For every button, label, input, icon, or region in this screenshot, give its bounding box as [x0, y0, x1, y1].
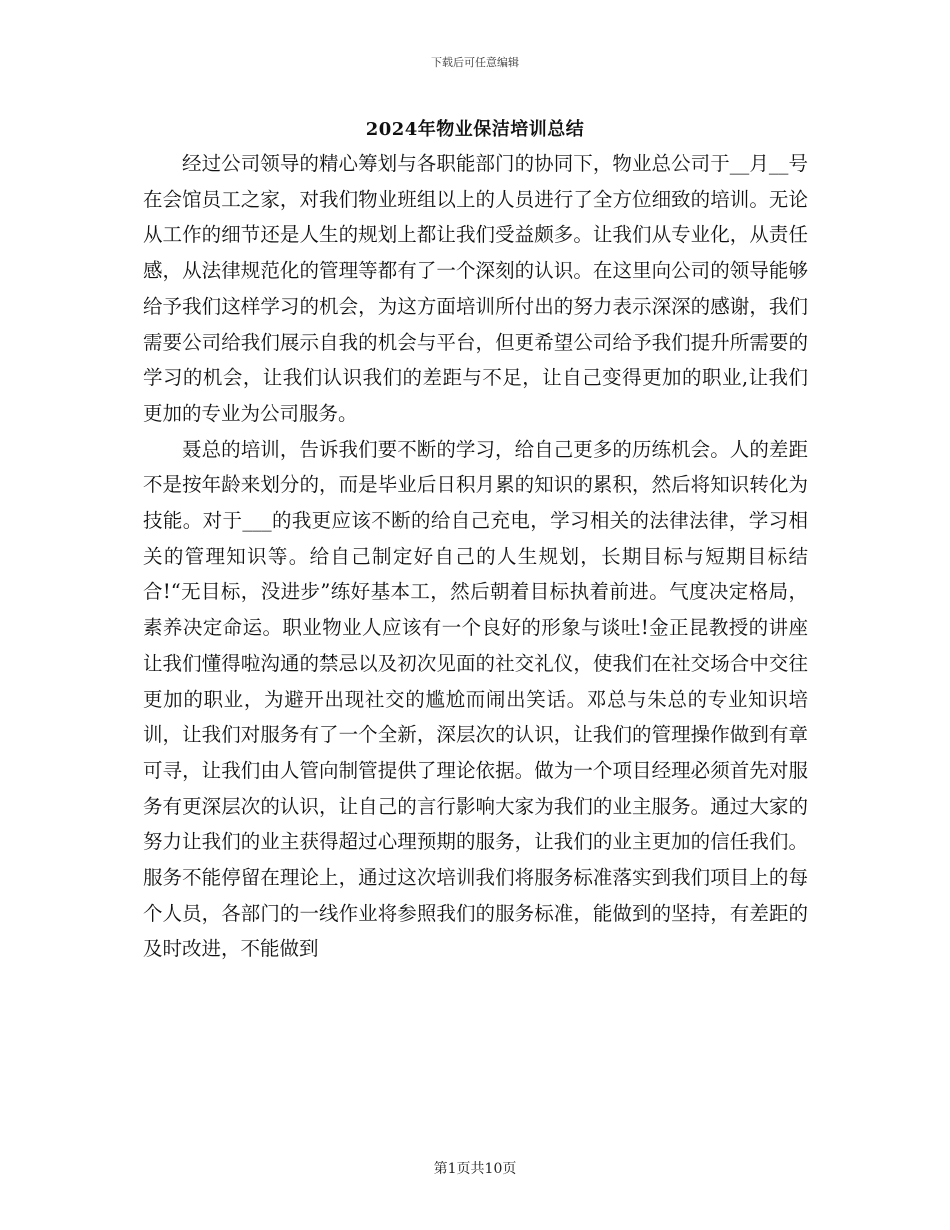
page-footer: 第1页共10页 — [433, 1161, 517, 1177]
document-title: 2024年物业保洁培训总结 — [365, 119, 585, 140]
document-body — [143, 146, 808, 967]
paragraph-2: 聂总的培训，告诉我们要不断的学习，给自己更多的历练机会。人的差距不是按年龄来划分的，而是毕业后日积月累的知识的累积，然后将知识转化为技能。对于___的我更应该不断的给自己充电，学习相关的法律法律，学习相关的管理知识等。给自己制定好自己的人生规划，长期目标与短期目标结合!“无目标，没进步”练好基本工，然后朝着目标执着前进。气度决定格局，素养决定命运。职业物业人应该有一个良好的形象与谈吐!金正昆教授的讲座让我们懂得啦沟通的禁忌以及初次见面的社交礼仪，使我们在社交场合中交往更加的职业，为避开出现社交的尴尬而闹出笑话。邓总与朱总的专业知识培训，让我们对服务有了一个全新，深层次的认识，让我们的管理操作做到有章可寻，让我们由人管向制管提供了理论依据。做为一个项目经理必须首先对服务有更深层次的认识，让自己的言行影响大家为我们的业主服务。通过大家的努力让我们的业主获得超过心理预期的服务，让我们的业主更加的信任我们。服务不能停留在理论上，通过这次培训我们将服务标准落实到我们项目上的每个人员，各部门的一线作业将参照我们的服务标准，能做到的坚持，有差距的及时改进，不能做到 — [143, 437, 808, 961]
paragraph-1: 经过公司领导的精心筹划与各职能部门的协同下，物业总公司于__月__号在会馆员工之家，对我们物业班组以上的人员进行了全方位细致的培训。无论从工作的细节还是人生的规划上都让我们受益颇多。让我们从专业化，从责任感，从法律规范化的管理等都有了一个深刻的认识。在这里向公司的领导能够给予我们这样学习的机会，为这方面培训所付出的努力表示深深的感谢，我们需要公司给我们展示自我的机会与平台，但更希望公司给予我们提升所需要的学习的机会，让我们认识我们的差距与不足，让自己变得更加的职业,让我们更加的专业为公司服务。 — [143, 152, 808, 425]
header-note: 下载后可任意编辑 — [431, 56, 519, 69]
